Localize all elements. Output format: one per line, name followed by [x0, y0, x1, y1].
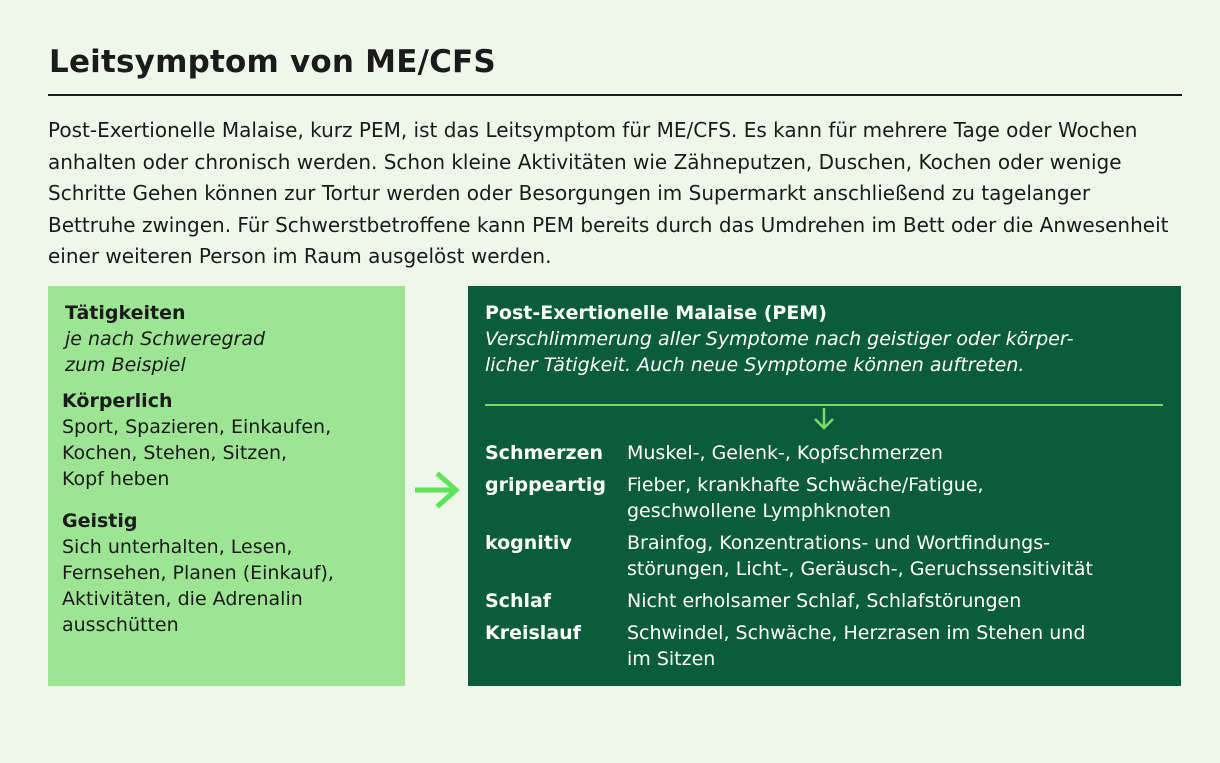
- symptom-label: grippeartig: [485, 474, 606, 496]
- activities-subtitle: je nach Schweregrad zum Beispiel: [65, 328, 266, 376]
- pem-title: Post-Exertionelle Malaise (PEM): [485, 302, 827, 324]
- activity-group-title: Geistig: [62, 510, 138, 532]
- arrow-right-icon: [415, 470, 461, 510]
- intro-paragraph: Post-Exertionelle Malaise, kurz PEM, ist das Leitsymptom für ME/CFS. Es kann für mehrere Tage oder Wochen anhalten oder chronisch werden. Schon kleine Aktivitäten wie Zähneputzen, Duschen, Kochen oder wenige Schritte Gehen können zur Tortur werden oder Besorgungen im Supermarkt anschließend zu tagelanger Bettruhe zwingen. Für Schwerstbetroffene kann PEM bereits durch das Umdrehen im Bett oder die Anwesenheit einer weiteren Person im Raum ausgelöst werden.: [48, 118, 1169, 268]
- symptom-text: Nicht erholsamer Schlaf, Schlafstörungen: [627, 590, 1022, 612]
- pem-box: [468, 286, 1181, 686]
- symptom-row: [485, 620, 1165, 672]
- activity-group-mental: [62, 508, 391, 638]
- symptom-text: Brainfog, Konzentrations- und Wortfindungs- störungen, Licht-, Geräusch-, Geruchssensitivität: [627, 532, 1093, 580]
- symptom-text: Muskel-, Gelenk-, Kopfschmerzen: [627, 442, 943, 464]
- symptom-label: Schmerzen: [485, 442, 603, 464]
- arrow-down-icon: [811, 406, 837, 432]
- symptom-label: kognitiv: [485, 532, 572, 554]
- symptom-text: Schwindel, Schwäche, Herzrasen im Stehen und im Sitzen: [627, 622, 1086, 670]
- activities-title: Tätigkeiten: [65, 302, 186, 324]
- title-divider: [48, 94, 1182, 96]
- symptom-label: Schlaf: [485, 590, 552, 612]
- symptom-text: Fieber, krankhafte Schwäche/Fatigue, geschwollene Lymphknoten: [627, 474, 984, 522]
- symptom-row: [485, 588, 1165, 614]
- symptom-row: [485, 530, 1165, 582]
- symptom-row: [485, 440, 1165, 466]
- activities-box: [48, 286, 405, 686]
- pem-subtitle: Verschlimmerung aller Symptome nach geistiger oder körper- licher Tätigkeit. Auch neue Symptome können auftreten.: [485, 328, 1074, 376]
- activity-group-text: Sich unterhalten, Lesen, Fernsehen, Planen (Einkauf), Aktivitäten, die Adrenalin ausschütten: [62, 536, 334, 636]
- symptom-row: [485, 472, 1165, 524]
- activity-group-title: Körperlich: [62, 390, 173, 412]
- activity-group-physical: [62, 388, 391, 492]
- symptom-list: [485, 440, 1165, 678]
- page-title: Leitsymptom von ME/CFS: [49, 44, 496, 80]
- activity-group-text: Sport, Spazieren, Einkaufen, Kochen, Stehen, Sitzen, Kopf heben: [62, 416, 332, 490]
- symptom-label: Kreislauf: [485, 622, 581, 644]
